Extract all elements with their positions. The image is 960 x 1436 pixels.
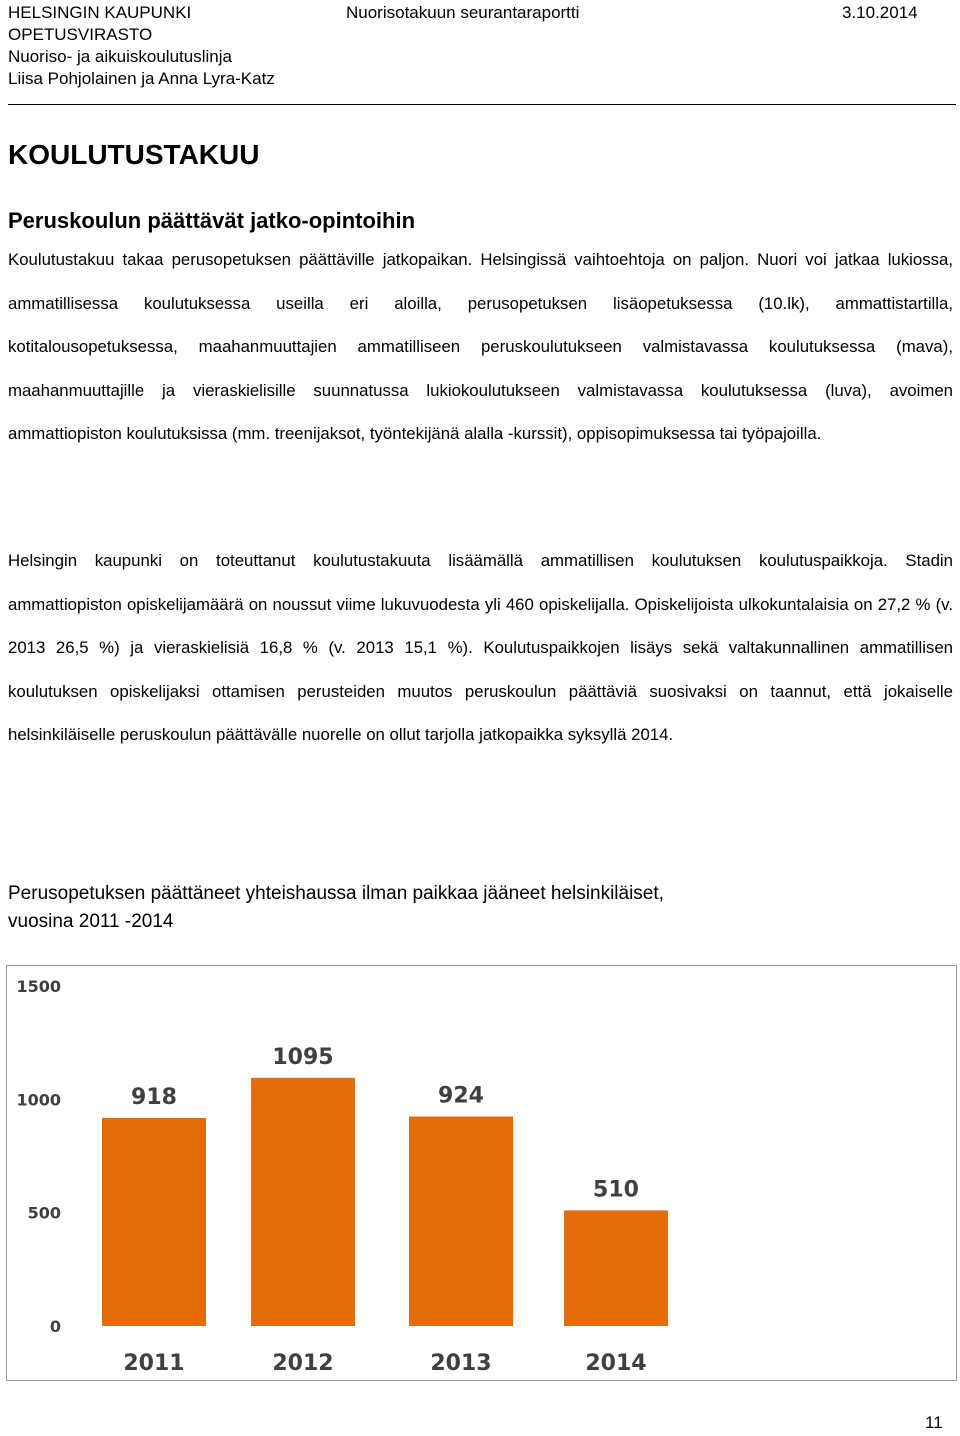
bar-value-label: 918 — [131, 1084, 177, 1110]
header-org-line-authors: Liisa Pohjolainen ja Anna Lyra-Katz — [8, 69, 275, 88]
header-org-line-division: Nuoriso- ja aikuiskoulutuslinja — [8, 47, 232, 66]
bar-value-label: 510 — [593, 1177, 639, 1203]
page-number: 11 — [925, 1413, 943, 1432]
x-category-label: 2011 — [123, 1351, 185, 1376]
y-tick-label: 1000 — [16, 1090, 61, 1110]
header-report-title: Nuorisotakuun seurantaraportti — [346, 3, 580, 22]
body-paragraph-options: Koulutustakuu takaa perusopetuksen päättäville jatkopaikan. Helsingissä vaihtoehtoja on paljon. Nuori voi jatkaa lukiossa, ammatillisessa koulutuksessa useilla eri aloilla, perusopetuksen lisäopetuksessa (10.lk), ammattistartilla, kotitalousopetuksessa, maahanmuuttajien ammatilliseen peruskoulutukseen valmistavassa koulutuksessa (mava), maahanmuuttajille ja vieraskielisille suunnatussa lukiokoulutukseen valmistavassa koulutuksessa (luva), avoimen ammattiopiston koulutuksissa (mm. treenijaksot, työntekijänä alalla -kurssit), oppisopimuksessa tai työpajoilla. — [8, 250, 953, 443]
bar-value-label: 1095 — [272, 1044, 334, 1070]
section-title: Peruskoulun päättävät jatko-opintoihin — [8, 208, 416, 233]
body-paragraph-city-actions: Helsingin kaupunki on toteuttanut koulutustakuuta lisäämällä ammatillisen koulutuksen koulutuspaikkoja. Stadin ammattiopiston opiskelijamäärä on noussut viime lukuvuodesta yli 460 opiskelijalla. Opiskelijoista ulkokuntalaisia on 27,2 % (v. 2013 26,5 %) ja vieraskielisiä 16,8 % (v. 2013 15,1 %). Koulutuspaikkojen lisäys sekä valtakunnallinen ammatillisen koulutuksen opiskelijaksi ottamisen perusteiden muutos peruskoulun päättäviä suosivaksi on taannut, että jokaiselle helsinkiläiselle peruskoulun päättävälle nuorelle on ollut tarjolla jatkopaikka syksyllä 2014. — [8, 551, 953, 744]
chart-caption — [8, 880, 808, 936]
x-category-label: 2012 — [272, 1351, 334, 1376]
bar-chart — [6, 965, 957, 1381]
header-divider — [8, 104, 956, 105]
document-title: KOULUTUSTAKUU — [8, 139, 260, 170]
bar-value-label: 924 — [438, 1083, 484, 1109]
header-date: 3.10.2014 — [842, 3, 918, 22]
y-tick-label: 1500 — [16, 977, 61, 996]
header-org-line-department: OPETUSVIRASTO — [8, 25, 153, 44]
y-tick-label: 0 — [49, 1317, 61, 1336]
bar — [564, 1210, 668, 1326]
header-org-line-city: HELSINGIN KAUPUNKI — [8, 3, 192, 22]
y-tick-label: 500 — [27, 1203, 61, 1223]
x-category-label: 2014 — [585, 1351, 647, 1376]
bar — [409, 1117, 513, 1326]
bar — [102, 1118, 206, 1326]
header-organization-block — [8, 2, 275, 90]
bar — [251, 1078, 355, 1326]
bar-chart-canvas — [7, 966, 956, 1380]
x-category-label: 2013 — [430, 1351, 492, 1376]
chart-caption-line-1: Perusopetuksen päättäneet yhteishaussa ilman paikkaa jääneet helsinkiläiset, — [8, 883, 664, 904]
chart-caption-line-2: vuosina 2011 -2014 — [8, 911, 174, 932]
